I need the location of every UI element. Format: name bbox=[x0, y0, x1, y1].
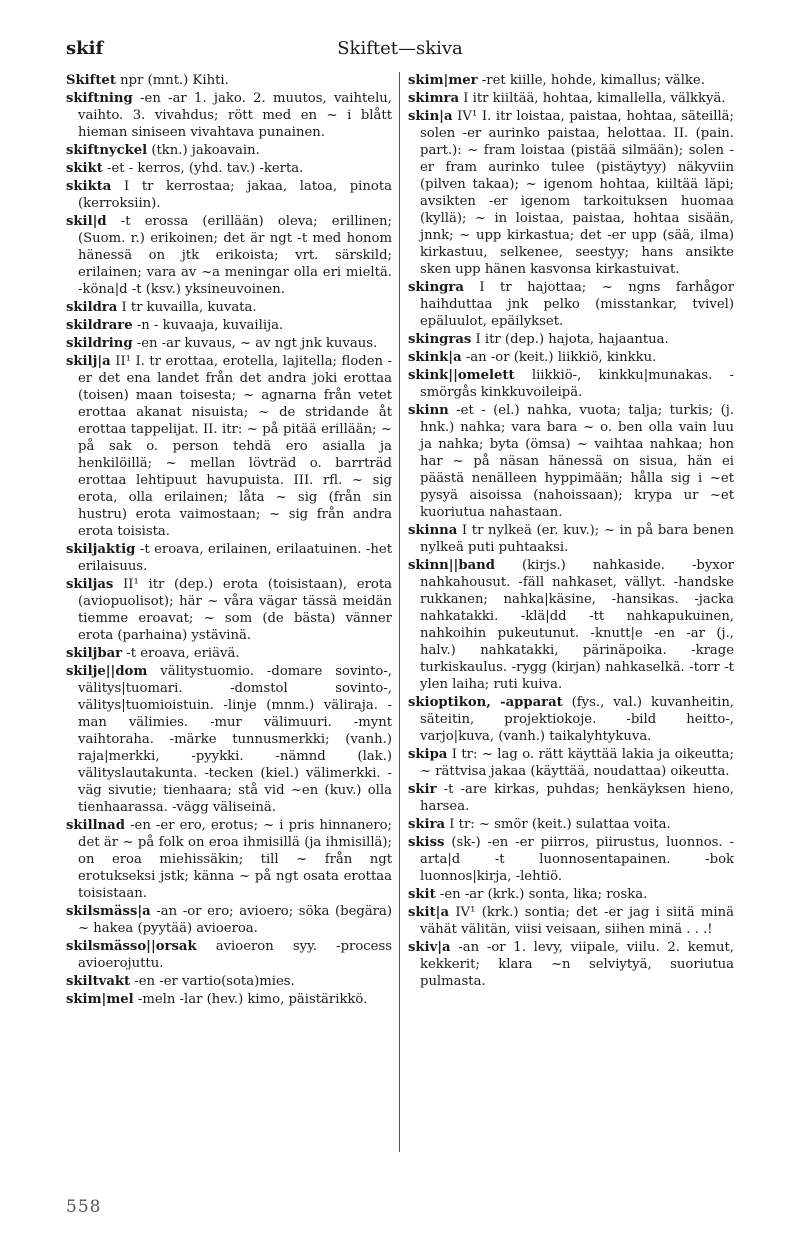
headword: skiftning bbox=[66, 91, 133, 106]
dictionary-entry bbox=[66, 90, 392, 141]
headword: skildra bbox=[66, 300, 118, 315]
guide-word: skif bbox=[66, 38, 104, 59]
left-column bbox=[66, 72, 392, 1202]
entry-definition: -en -ar kuvaus, ~ av ngt jnk kuvaus. bbox=[132, 336, 378, 351]
dictionary-entry bbox=[66, 541, 392, 575]
headword: skim|mel bbox=[66, 992, 134, 1007]
headword: skipa bbox=[408, 747, 448, 762]
entry-definition: -t eroava, eriävä. bbox=[122, 646, 240, 661]
headword: skikta bbox=[66, 179, 112, 194]
entry-definition: I tr: ~ smör (keit.) sulattaa voita. bbox=[445, 817, 671, 832]
dictionary-entry bbox=[66, 991, 392, 1008]
headword: skimra bbox=[408, 91, 460, 106]
headword: skin|a bbox=[408, 109, 453, 124]
headword: skira bbox=[408, 817, 446, 832]
headword: skim|mer bbox=[408, 73, 478, 88]
dictionary-entry bbox=[66, 72, 392, 89]
dictionary-entry bbox=[408, 72, 734, 89]
dictionary-entry bbox=[408, 834, 734, 885]
dictionary-entry bbox=[408, 367, 734, 401]
dictionary-entry bbox=[66, 317, 392, 334]
headword: skilsmässo||orsak bbox=[66, 939, 197, 954]
headword: skil|d bbox=[66, 214, 107, 229]
dictionary-entry bbox=[408, 402, 734, 521]
headword: skink||omelett bbox=[408, 368, 515, 383]
headword: skit|a bbox=[408, 905, 450, 920]
entry-definition: -et - (el.) nahka, vuota; talja; turkis; (j. hnk.) nahka; vara bara ~ o. ben olla vain luu ja nahka; byta (ömsa) ~ vaihtaa nahkaa; hon har ~ på näsan hänessä on sisua, hän ei päästä nenälleen hyppimään; hålla sig i ~et pysyä aisoissa (nahoissaan); krypa ur ~et kuoriutua nahastaan. bbox=[420, 403, 734, 520]
headword: skilj|a bbox=[66, 354, 111, 369]
entry-definition: -ret kiille, hohde, kimallus; välke. bbox=[477, 73, 705, 88]
page-number: 558 bbox=[66, 1197, 102, 1217]
entry-definition: -an -or 1. levy, viipale, viilu. 2. kemut, kekkerit; klara ~n selviytyä, suoriutua pulmasta. bbox=[420, 940, 734, 989]
dictionary-entry bbox=[66, 576, 392, 644]
entry-definition: I tr hajottaa; ~ ngns farhågor haihduttaa jnk pelko (misstankar, tvivel) epäluulot, epäilykset. bbox=[420, 280, 734, 329]
dictionary-entry bbox=[408, 886, 734, 903]
dictionary-entry bbox=[66, 663, 392, 816]
headword: skilje||dom bbox=[66, 664, 148, 679]
column-divider bbox=[399, 72, 400, 1152]
entry-definition: -t -are kirkas, puhdas; henkäyksen hieno, harsea. bbox=[420, 782, 734, 814]
dictionary-entry bbox=[66, 178, 392, 212]
dictionary-entry bbox=[66, 973, 392, 990]
dictionary-entry bbox=[66, 335, 392, 352]
headword: skiljbar bbox=[66, 646, 123, 661]
headword: skingras bbox=[408, 332, 472, 347]
headword: skinn||band bbox=[408, 558, 495, 573]
headword: skink|a bbox=[408, 350, 462, 365]
entry-definition: -n - kuvaaja, kuvailija. bbox=[132, 318, 284, 333]
dictionary-columns bbox=[66, 72, 734, 1202]
dictionary-entry bbox=[408, 557, 734, 693]
headword: skiss bbox=[408, 835, 445, 850]
entry-definition: I itr kiiltää, hohtaa, kimallella, välkkyä. bbox=[459, 91, 726, 106]
dictionary-entry bbox=[408, 816, 734, 833]
entry-definition: liikkiö-, kinkku|munakas. -smörgås kinkkuvoileipä. bbox=[420, 368, 734, 400]
entry-definition: (kirjs.) nahkaside. -byxor nahkahousut. -fäll nahkaset, vällyt. -handske rukkanen; nahka|käsine, -hansikas. -jacka nahkatakki. -klä|dd -tt nahkapukuinen, nahkoihin pukeutunut. -knutt|e -en -ar (j., halv.) nahkatakki, pärinäpoika. -krage turkiskaulus. -rygg (kirjan) nahkaselkä. -torr -t ylen laiha; ruti kuiva. bbox=[420, 558, 734, 692]
dictionary-entry bbox=[66, 299, 392, 316]
dictionary-entry bbox=[408, 522, 734, 556]
entry-definition: (fys., val.) kuvanheitin, säteitin, projektiokoje. -bild heitto-, varjo|kuva, (vanh.) taikalyhtykuva. bbox=[420, 695, 734, 744]
page-header bbox=[66, 38, 734, 64]
dictionary-entry bbox=[408, 781, 734, 815]
dictionary-entry bbox=[408, 904, 734, 938]
headword: skir bbox=[408, 782, 437, 797]
headword: Skiftet bbox=[66, 73, 116, 88]
entry-definition: I itr (dep.) hajota, hajaantua. bbox=[471, 332, 669, 347]
entry-definition: -t eroava, erilainen, erilaatuinen. -het erilaisuus. bbox=[78, 542, 392, 574]
entry-definition: -meln -lar (hev.) kimo, päistärikkö. bbox=[133, 992, 368, 1007]
headword: skiljas bbox=[66, 577, 114, 592]
entry-definition: IV¹ I. itr loistaa, paistaa, hohtaa, säteillä; solen -er aurinko paistaa, helottaa. II. (pain. part.): ~ fram loistaa (pistää silmään); solen -er fram aurinko tulee (pistäytyy) näkyviin (pilven takaa); ~ igenom hohtaa, kiiltää läpi; avsikten -er igenom tarkoituksen huomaa (kyllä); ~ in loistaa, paistaa, hohtaa sisään, jnnk; ~ upp kirkastua; det -er upp (sää, ilma) kirkastuu, selkenee, seestyy; hans ansikte sken upp hänen kasvonsa kirkastuivat. bbox=[420, 109, 734, 277]
entry-definition: II¹ itr (dep.) erota (toisistaan), erota (aviopuolisot); här ~ våra vägar tässä meidän tiemme eroavat; ~ som (de bästa) vänner erota (parhaina) ystävinä. bbox=[78, 577, 392, 643]
entry-definition: I tr kerrostaa; jakaa, latoa, pinota (kerroksiin). bbox=[78, 179, 392, 211]
entry-definition: I tr nylkeä (er. kuv.); ~ in på bara benen nylkeä puti puhtaaksi. bbox=[420, 523, 734, 555]
headword: skikt bbox=[66, 161, 103, 176]
dictionary-entry bbox=[408, 108, 734, 278]
headword: skildring bbox=[66, 336, 133, 351]
entry-definition: -an -or ero; avioero; söka (begära) ~ hakea (pyytää) avioeroa. bbox=[78, 904, 392, 936]
dictionary-entry bbox=[408, 746, 734, 780]
dictionary-entry bbox=[408, 939, 734, 990]
dictionary-entry bbox=[408, 331, 734, 348]
headword: skingra bbox=[408, 280, 464, 295]
entry-definition: -en -ar 1. jako. 2. muutos, vaihtelu, vaihto. 3. vivahdus; rött med en ~ i blått hieman siniseen vivahtava punainen. bbox=[78, 91, 392, 140]
dictionary-entry bbox=[408, 349, 734, 366]
dictionary-entry bbox=[408, 90, 734, 107]
dictionary-entry bbox=[66, 160, 392, 177]
entry-definition: (sk-) -en -er piirros, piirustus, luonnos. -arta|d -t luonnosentapainen. -bok luonnos|kirja, -lehtiö. bbox=[420, 835, 734, 884]
entry-definition: -t erossa (erillään) oleva; erillinen; (Suom. r.) erikoinen; det är ngt -t med honom hänessä on jtk erikoista; vrt. särskild; erilainen; vara av ~a meningar olla eri mieltä. -köna|d -t (ksv.) yksineuvoinen. bbox=[78, 214, 392, 297]
entry-definition: -an -or (keit.) liikkiö, kinkku. bbox=[461, 350, 657, 365]
headword: skiltvakt bbox=[66, 974, 131, 989]
dictionary-entry bbox=[408, 694, 734, 745]
headword: skinn bbox=[408, 403, 449, 418]
entry-definition: -et - kerros, (yhd. tav.) -kerta. bbox=[102, 161, 304, 176]
entry-definition: -en -ar (krk.) sonta, lika; roska. bbox=[435, 887, 648, 902]
headword: skiftnyckel bbox=[66, 143, 148, 158]
entry-definition: I tr kuvailla, kuvata. bbox=[117, 300, 257, 315]
headword: skiljaktig bbox=[66, 542, 136, 557]
entry-definition: (tkn.) jakoavain. bbox=[147, 143, 260, 158]
entry-definition: välitystuomio. -domare sovinto-, välitys|tuomari. -domstol sovinto-, välitys|tuomioistuin. -linje (mnm.) väliraja. -man välimies. -mur välimuuri. -mynt vaihtoraha. -märke tunnusmerkki; (vanh.) raja|merkki, -pyykki. -nämnd (lak.) välityslautakunta. -tecken (kiel.) välimerkki. -väg sivutie; tienhaara; stå vid ~en (kuv.) olla tienhaarassa. -vägg väliseinä. bbox=[78, 664, 392, 815]
dictionary-entry bbox=[66, 938, 392, 972]
entry-definition: -en -er vartio(sota)mies. bbox=[130, 974, 295, 989]
headword: skit bbox=[408, 887, 436, 902]
headword: skildrare bbox=[66, 318, 133, 333]
entry-definition: npr (mnt.) Kihti. bbox=[115, 73, 229, 88]
entry-definition: -en -er ero, erotus; ~ i pris hinnanero; det är ~ på folk on eroa ihmisillä (ja ihmisillä); on eroa miehissäkin; till ~ från ngt erotukseksi jstk; känna ~ på ngt osata erottaa toisistaan. bbox=[78, 818, 392, 901]
entry-definition: IV¹ (krk.) sontia; det -er jag i siitä minä vähät välitän, viisi veisaan, siihen minä . . .! bbox=[420, 905, 734, 937]
dictionary-entry bbox=[66, 142, 392, 159]
dictionary-entry bbox=[66, 353, 392, 540]
headword: skillnad bbox=[66, 818, 125, 833]
entry-definition: I tr: ~ lag o. rätt käyttää lakia ja oikeutta; ~ rättvisa jakaa (käyttää, noudattaa) oikeutta. bbox=[420, 747, 734, 779]
right-column bbox=[408, 72, 734, 1202]
headword: skioptikon, -apparat bbox=[408, 695, 563, 710]
dictionary-entry bbox=[66, 903, 392, 937]
headword: skinna bbox=[408, 523, 458, 538]
dictionary-entry bbox=[66, 645, 392, 662]
headword: skilsmäss|a bbox=[66, 904, 151, 919]
entry-definition: avioeron syy. -process avioerojuttu. bbox=[78, 939, 392, 971]
page-range-title: Skiftet—skiva bbox=[337, 38, 463, 59]
dictionary-entry bbox=[66, 817, 392, 902]
entry-definition: II¹ I. tr erottaa, erotella, lajitella; floden -er det ena landet från det andra joki erottaa (toisen) maan toisesta; ~ agnarna från vetet erottaa akanat nisuista; ~ de stridande åt erottaa tappelijat. II. itr: ~ på pitää erillään; ~ på sak o. person tehdä ero asialla ja henkilöillä; ~ mellan lövträd o. barrträd erottaa lehtipuut havupuista. III. rfl. ~ sig erota, olla erilainen; låta ~ sig (från sin hustru) erota vaimostaan; ~ sig från andra erota toisista. bbox=[78, 354, 392, 539]
headword: skiv|a bbox=[408, 940, 451, 955]
dictionary-entry bbox=[66, 213, 392, 298]
dictionary-entry bbox=[408, 279, 734, 330]
